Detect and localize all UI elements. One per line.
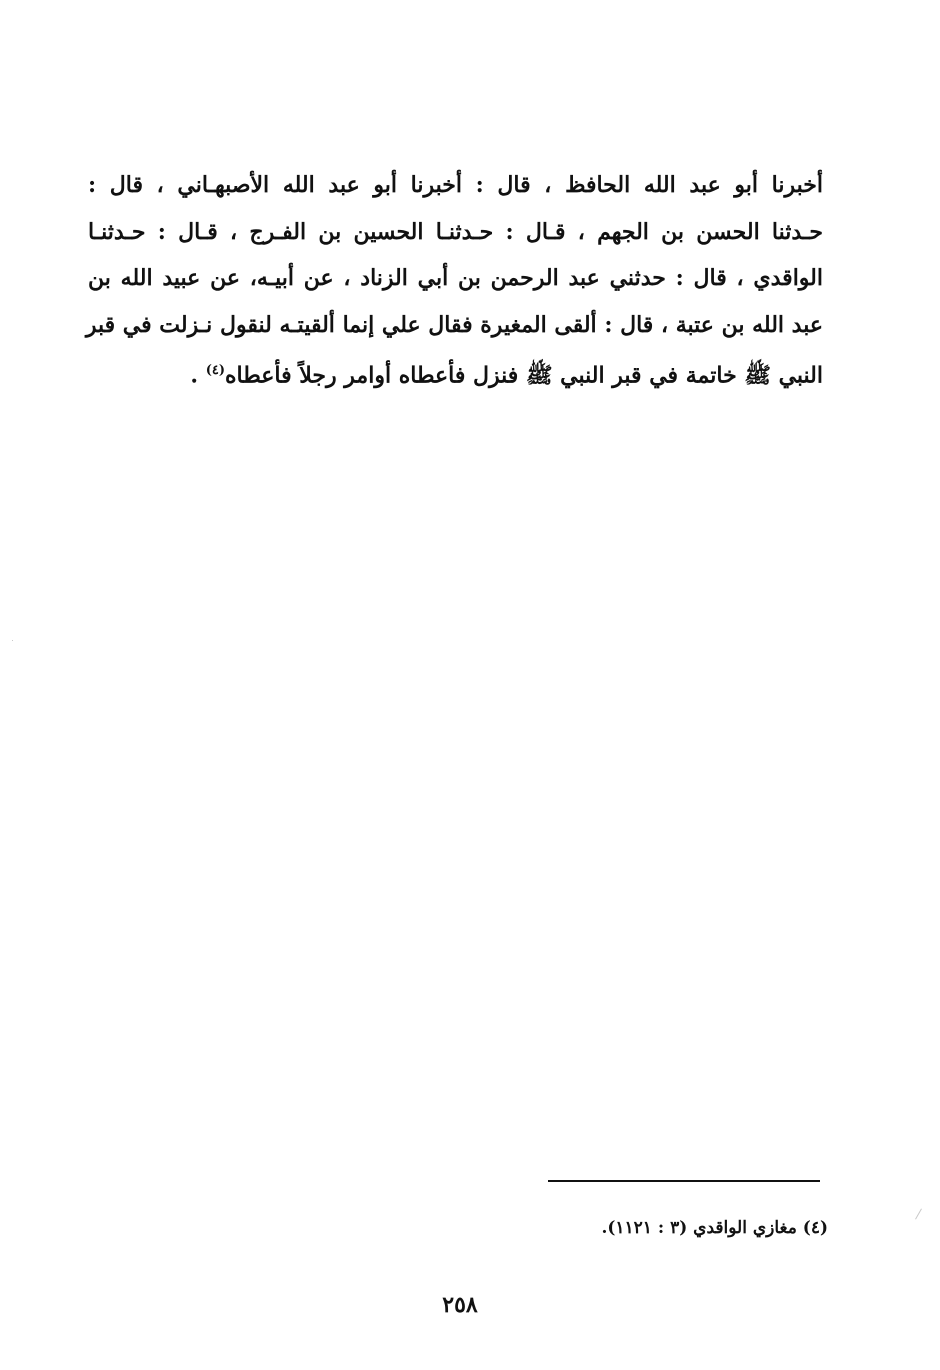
scan-speck xyxy=(915,1209,922,1220)
scan-speck xyxy=(12,640,13,641)
paragraph-line-5 xyxy=(88,348,823,399)
footnote: (٤) مغازي الواقدي (٣ : ١١٢١). xyxy=(601,1218,828,1238)
paragraph-line-5-text: النبي ﷺ خاتمة في قبر النبي ﷺ فنزل فأعطاه أوامر رجلاً فأعطاه xyxy=(225,362,823,389)
paragraph-line-1: أخبرنا أبو عبد الله الحافظ ، قال : أخبرنا أبو عبد الله الأصبهـاني ، قال : xyxy=(88,172,823,198)
main-paragraph xyxy=(85,162,823,399)
page-number: ٢٥٨ xyxy=(442,1292,478,1318)
paragraph-line-2: حـدثنا الحسن بن الجهم ، قـال : حـدثنـا الحسين بن الفـرج ، قـال : حـدثنـا xyxy=(88,218,823,245)
paragraph-line-4: عبد الله بن عتبة ، قال : ألقى المغيرة فقال علي إنما ألقيتـه لنقول نـزلت في قبر xyxy=(85,311,823,338)
paragraph-end-mark: . xyxy=(190,362,206,389)
footnote-separator xyxy=(548,1180,820,1182)
paragraph-line-3: الواقدي ، قال : حدثني عبد الرحمن بن أبي الزناد ، عن أبيـه، عن عبيد الله بن xyxy=(88,265,823,291)
footnote-reference: (٤) xyxy=(205,363,225,378)
